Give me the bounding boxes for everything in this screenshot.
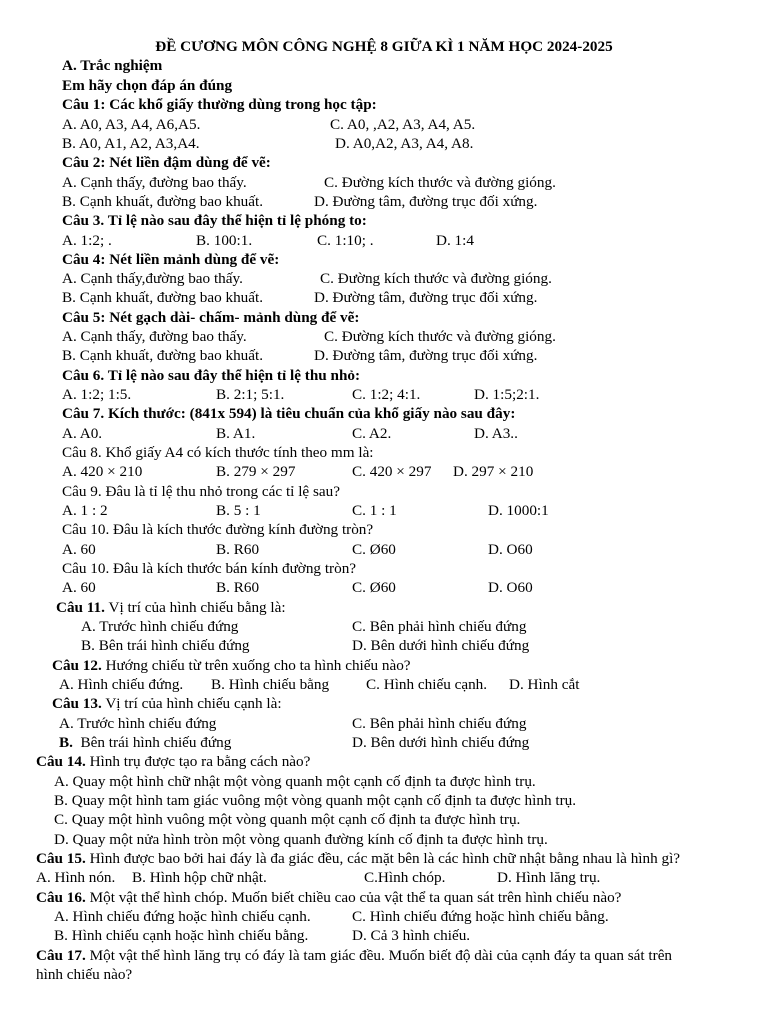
question-15-text: Hình được bao bởi hai đáy là đa giác đều, các mặt bên là các hình chữ nhật bằng nhau là hình gì?	[85, 850, 681, 867]
q8-option-c: C. 420 × 297	[352, 463, 432, 480]
question-5: Câu 5: Nét gạch dài- chấm- mảnh dùng để vẽ:	[62, 309, 360, 326]
document-title: ĐỀ CƯƠNG MÔN CÔNG NGHỆ 8 GIỮA KÌ 1 NĂM HỌC 2024-2025	[155, 38, 613, 55]
q4-option-a: A. Cạnh thấy,đường bao thấy.	[62, 270, 243, 287]
q12-option-d: D. Hình cắt	[509, 676, 580, 693]
question-16-label: Câu 16.	[36, 889, 86, 906]
q8-option-a: A. 420 × 210	[62, 463, 143, 480]
question-13-text: Vị trí của hình chiếu cạnh là:	[101, 695, 282, 712]
q8-option-b: B. 279 × 297	[216, 463, 296, 480]
q4-option-d: D. Đường tâm, đường trục đối xứng.	[314, 289, 538, 306]
q3-option-a: A. 1:2; .	[62, 232, 112, 249]
q2-option-a: A. Cạnh thấy, đường bao thấy.	[62, 174, 247, 191]
q4-option-b: B. Cạnh khuất, đường bao khuất.	[62, 289, 264, 306]
q13-option-b	[59, 733, 231, 752]
q1-option-b: B. A0, A1, A2, A3,A4.	[62, 135, 200, 152]
q10a-option-d: D. O60	[488, 541, 533, 558]
q11-option-c: C. Bên phải hình chiếu đứng	[352, 618, 527, 635]
q6-option-c: C. 1:2; 4:1.	[352, 386, 421, 403]
q7-option-d: D. A3..	[474, 425, 518, 442]
q14-option-a: A. Quay một hình chữ nhật một vòng quanh một cạnh cố định ta được hình trụ.	[54, 773, 536, 790]
q5-option-c: C. Đường kích thước và đường gióng.	[324, 328, 556, 345]
q13-option-a: A. Trước hình chiếu đứng	[59, 715, 217, 732]
q6-option-d: D. 1:5;2:1.	[474, 386, 540, 403]
q7-option-c: C. A2.	[352, 425, 392, 442]
q11-option-d: D. Bên dưới hình chiếu đứng	[352, 637, 530, 654]
q2-option-d: D. Đường tâm, đường trục đối xứng.	[314, 193, 538, 210]
q1-option-c: C. A0, ,A2, A3, A4, A5.	[330, 116, 476, 133]
q16-option-c: C. Hình chiếu đứng hoặc hình chiếu bằng.	[352, 908, 609, 925]
q1-option-d: D. A0,A2, A3, A4, A8.	[335, 135, 474, 152]
question-17-text: Một vật thể hình lăng trụ có đáy là tam giác đều. Muốn biết độ dài của cạnh đáy ta quan sát trên	[85, 947, 673, 964]
q13-option-b-text: Bên trái hình chiếu đứng	[72, 734, 232, 751]
question-8: Câu 8. Khổ giấy A4 có kích thước tính theo mm là:	[62, 444, 374, 461]
q11-option-a: A. Trước hình chiếu đứng	[81, 618, 239, 635]
instruction: Em hãy chọn đáp án đúng	[62, 77, 233, 94]
q3-option-b: B. 100:1.	[196, 232, 253, 249]
q10b-option-d: D. O60	[488, 579, 533, 596]
q15-option-a: A. Hình nón.	[36, 869, 116, 886]
question-14-text: Hình trụ được tạo ra bằng cách nào?	[85, 753, 311, 770]
question-4: Câu 4: Nét liền mảnh dùng để vẽ:	[62, 251, 280, 268]
q13-option-c: C. Bên phải hình chiếu đứng	[352, 715, 527, 732]
q4-option-c: C. Đường kích thước và đường gióng.	[320, 270, 552, 287]
q15-option-b: B. Hình hộp chữ nhật.	[132, 869, 267, 886]
q6-option-a: A. 1:2; 1:5.	[62, 386, 132, 403]
question-11	[56, 598, 286, 617]
question-16-text: Một vật thể hình chóp. Muốn biết chiều cao của vật thể ta quan sát trên hình chiếu nào?	[85, 889, 622, 906]
question-2: Câu 2: Nét liền đậm dùng để vẽ:	[62, 154, 271, 171]
q5-option-d: D. Đường tâm, đường trục đối xứng.	[314, 347, 538, 364]
q7-option-b: B. A1.	[216, 425, 256, 442]
question-11-text: Vị trí của hình chiếu bằng là:	[104, 599, 286, 616]
q9-option-a: A. 1 : 2	[62, 502, 108, 519]
q9-option-d: D. 1000:1	[488, 502, 549, 519]
question-9: Câu 9. Đâu là tỉ lệ thu nhỏ trong các tỉ lệ sau?	[62, 483, 340, 500]
q10b-option-a: A. 60	[62, 579, 96, 596]
question-3: Câu 3. Tỉ lệ nào sau đây thể hiện tỉ lệ phóng to:	[62, 212, 367, 229]
question-13	[52, 694, 282, 713]
question-12-text: Hướng chiếu từ trên xuống cho ta hình chiếu nào?	[101, 657, 411, 674]
q3-option-c: C. 1:10; .	[317, 232, 374, 249]
question-16	[36, 888, 621, 907]
q12-option-a: A. Hình chiếu đứng.	[59, 676, 184, 693]
q9-option-c: C. 1 : 1	[352, 502, 397, 519]
q10a-option-c: C. Ø60	[352, 541, 396, 558]
q11-option-b: B. Bên trái hình chiếu đứng	[81, 637, 250, 654]
question-7: Câu 7. Kích thước: (841x 594) là tiêu chuẩn của khổ giấy nào sau đây:	[62, 405, 516, 422]
question-12-label: Câu 12.	[52, 657, 102, 674]
q12-option-b: B. Hình chiếu bằng	[211, 676, 330, 693]
question-11-label: Câu 11.	[56, 599, 105, 616]
q10b-option-c: C. Ø60	[352, 579, 396, 596]
q5-option-b: B. Cạnh khuất, đường bao khuất.	[62, 347, 264, 364]
question-12	[52, 656, 411, 675]
q3-option-d: D. 1:4	[436, 232, 474, 249]
q16-option-d: D. Cả 3 hình chiếu.	[352, 927, 471, 944]
q10a-option-a: A. 60	[62, 541, 96, 558]
question-6: Câu 6. Tỉ lệ nào sau đây thể hiện tỉ lệ thu nhỏ:	[62, 367, 361, 384]
question-17-label: Câu 17.	[36, 947, 86, 964]
q7-option-a: A. A0.	[62, 425, 103, 442]
q6-option-b: B. 2:1; 5:1.	[216, 386, 285, 403]
question-14	[36, 752, 310, 771]
question-15	[36, 849, 680, 868]
q15-option-c: C.Hình chóp.	[364, 869, 446, 886]
q16-option-b: B. Hình chiếu cạnh hoặc hình chiếu bằng.	[54, 927, 309, 944]
q8-option-d: D. 297 × 210	[453, 463, 534, 480]
question-10-diameter: Câu 10. Đâu là kích thước đường kính đường tròn?	[62, 521, 374, 538]
q13-option-d: D. Bên dưới hình chiếu đứng	[352, 734, 530, 751]
q10b-option-b: B. R60	[216, 579, 260, 596]
question-10-radius: Câu 10. Đâu là kích thước bán kính đường tròn?	[62, 560, 357, 577]
question-17	[36, 946, 672, 965]
q10a-option-b: B. R60	[216, 541, 260, 558]
question-13-label: Câu 13.	[52, 695, 102, 712]
question-14-label: Câu 14.	[36, 753, 86, 770]
q16-option-a: A. Hình chiếu đứng hoặc hình chiếu cạnh.	[54, 908, 311, 925]
q12-option-c: C. Hình chiếu cạnh.	[366, 676, 488, 693]
q14-option-b: B. Quay một hình tam giác vuông một vòng quanh một cạnh cố định ta được hình trụ.	[54, 792, 577, 809]
q13-option-b-label: B.	[59, 734, 73, 751]
q14-option-d: D. Quay một nửa hình tròn một vòng quanh đường kính cố định ta được hình trụ.	[54, 831, 548, 848]
q5-option-a: A. Cạnh thấy, đường bao thấy.	[62, 328, 247, 345]
question-17-continued: hình chiếu nào?	[36, 966, 133, 983]
q15-option-d: D. Hình lăng trụ.	[497, 869, 601, 886]
question-15-label: Câu 15.	[36, 850, 86, 867]
section-heading: A. Trắc nghiệm	[62, 57, 163, 74]
q2-option-c: C. Đường kích thước và đường gióng.	[324, 174, 556, 191]
q2-option-b: B. Cạnh khuất, đường bao khuất.	[62, 193, 264, 210]
question-1: Câu 1: Các khổ giấy thường dùng trong học tập:	[62, 96, 377, 113]
q14-option-c: C. Quay một hình vuông một vòng quanh một cạnh cố định ta được hình trụ.	[54, 811, 521, 828]
q9-option-b: B. 5 : 1	[216, 502, 261, 519]
q1-option-a: A. A0, A3, A4, A6,A5.	[62, 116, 201, 133]
